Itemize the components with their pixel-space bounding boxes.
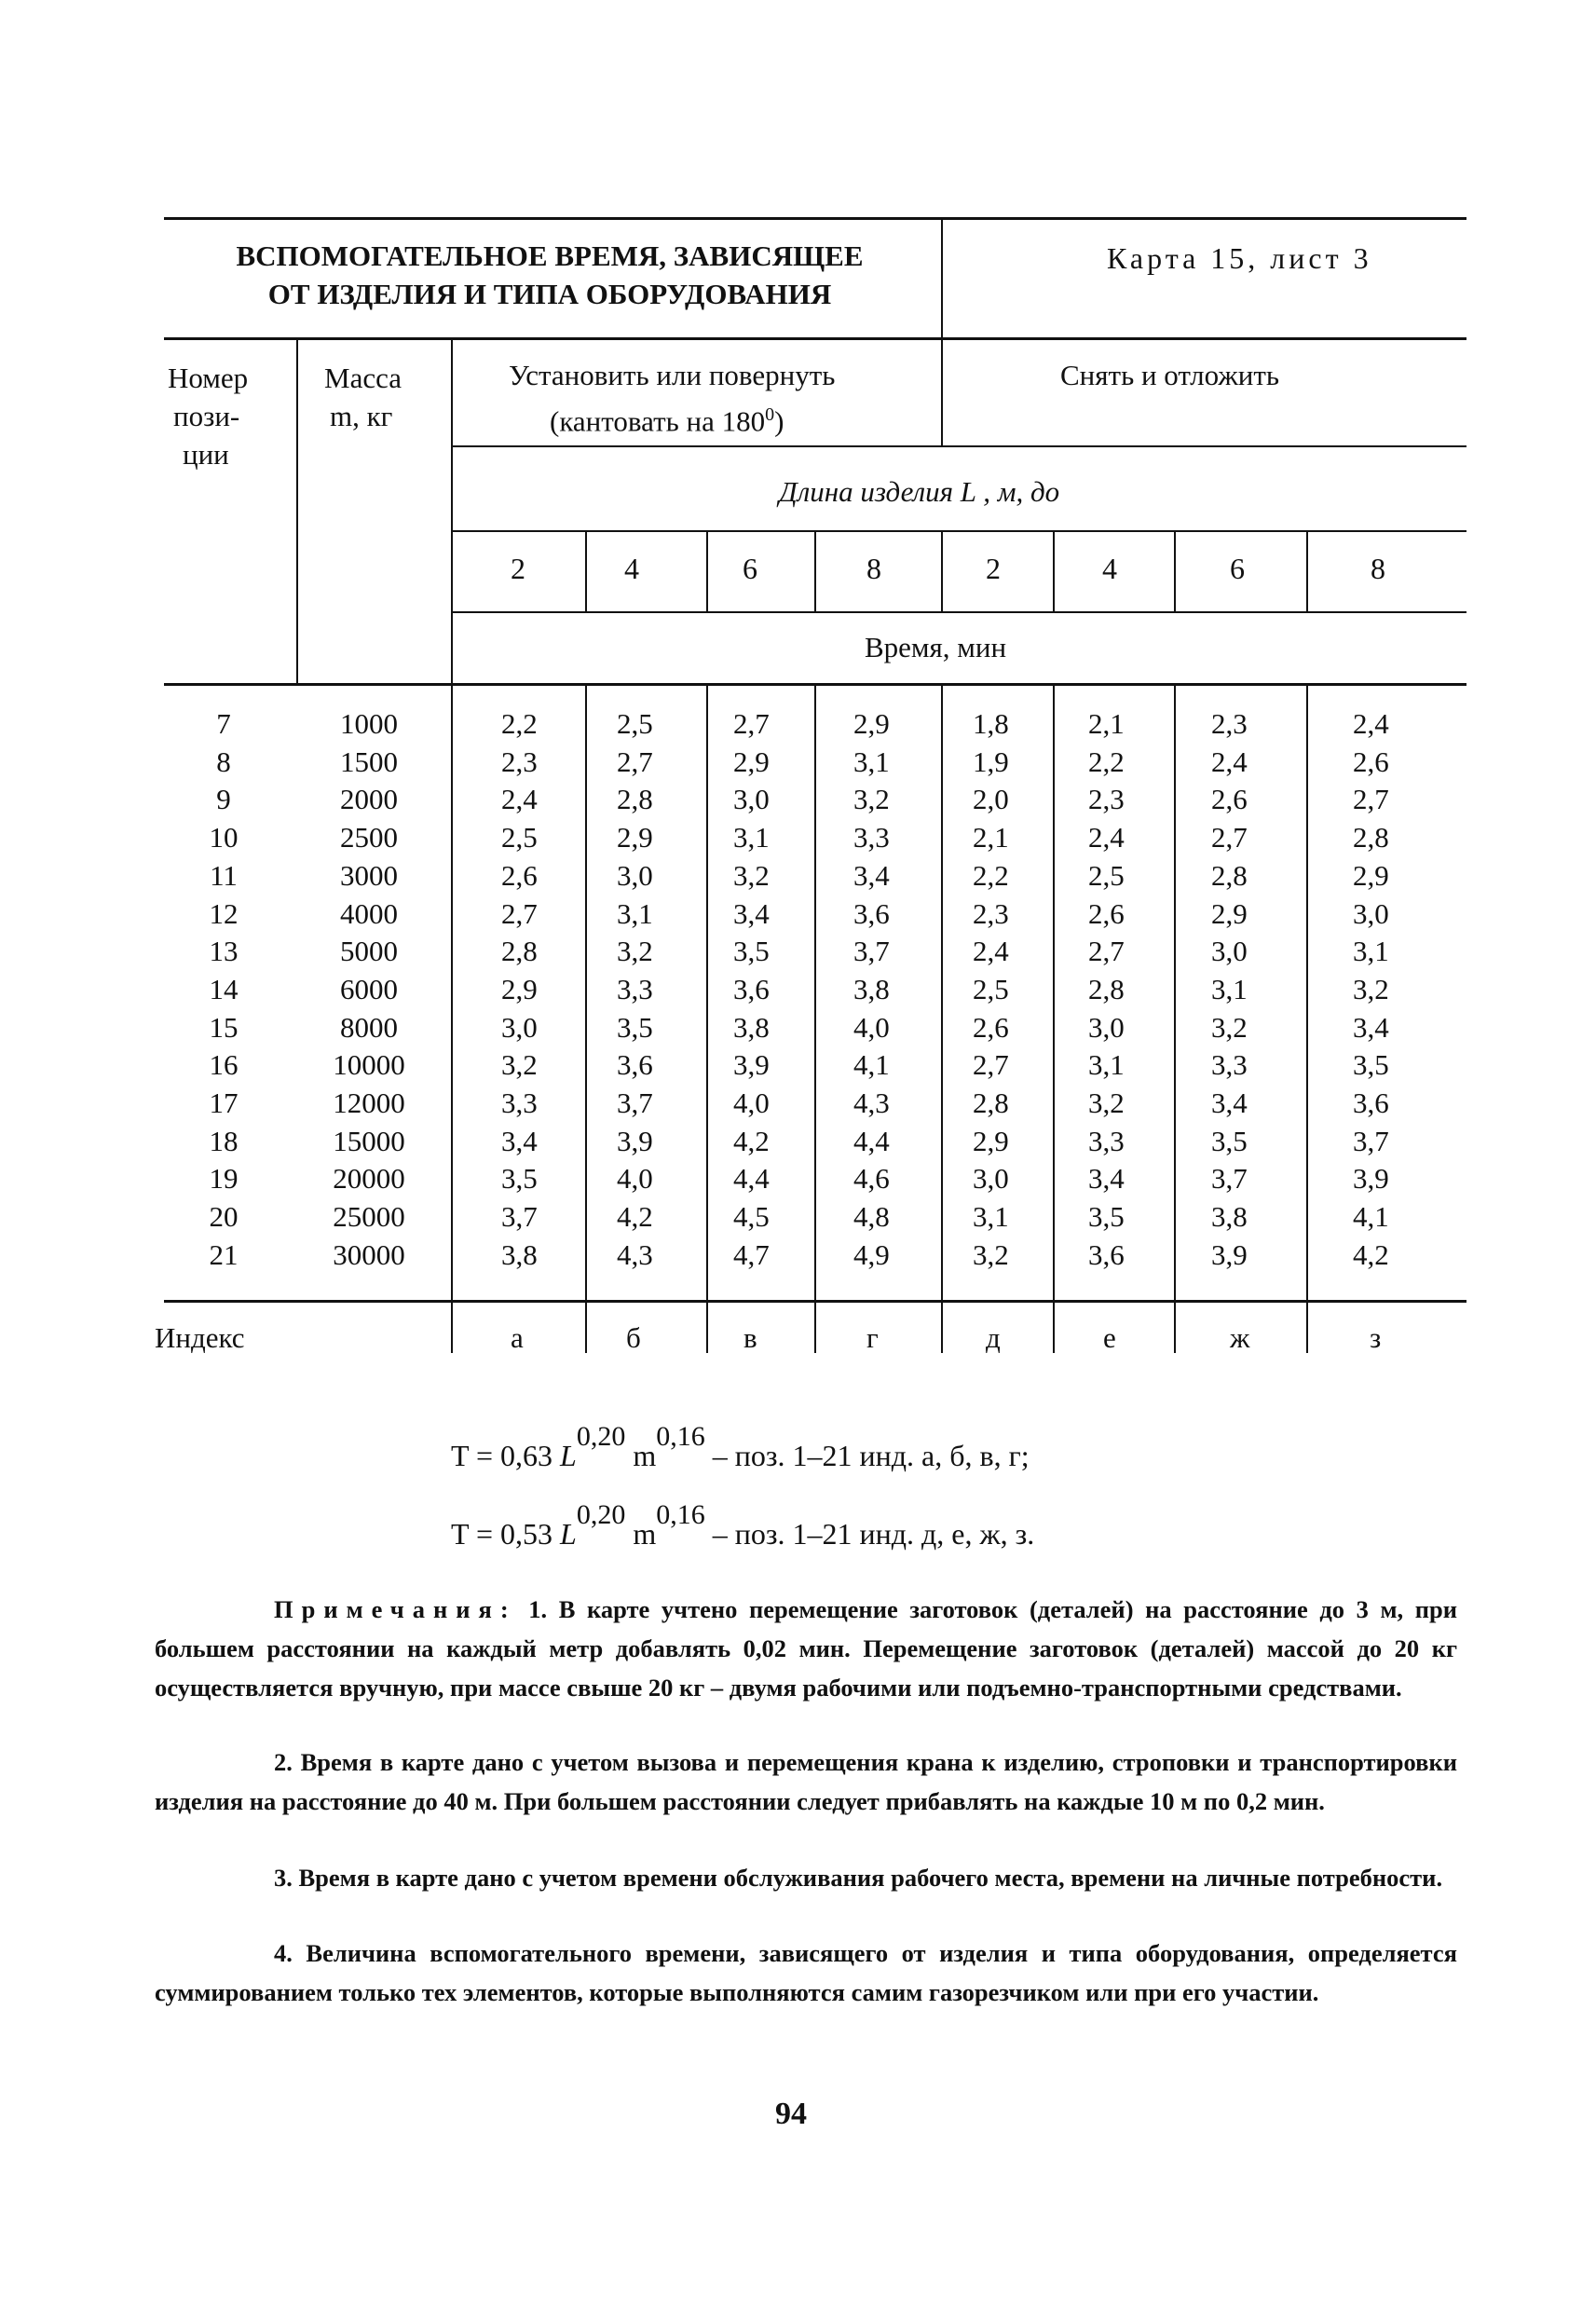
column-g <box>1211 705 1248 1275</box>
time-value: 3,9 <box>733 1048 770 1082</box>
rule-col-b-body <box>706 686 708 1353</box>
length-e: 2 <box>986 552 1001 585</box>
row-position: 12 <box>209 896 239 930</box>
formula-1-exp1: 0,20 <box>576 1421 626 1452</box>
time-value: 3,7 <box>1353 1124 1389 1157</box>
time-value: 2,6 <box>501 858 538 892</box>
time-value: 3,2 <box>973 1237 1009 1271</box>
length-a: 2 <box>511 552 525 585</box>
time-value: 2,9 <box>973 1124 1009 1157</box>
time-value: 2,7 <box>973 1048 1009 1082</box>
column-d <box>853 705 890 1275</box>
time-value: 2,4 <box>1353 707 1389 740</box>
time-header: Время, мин <box>865 631 1007 663</box>
formula-2-exp1: 0,20 <box>576 1499 626 1530</box>
time-value: 2,8 <box>1211 858 1248 892</box>
row-position: 11 <box>210 858 238 892</box>
formula-1-m: m <box>625 1439 657 1472</box>
time-value: 3,4 <box>1353 1010 1389 1044</box>
time-value: 2,5 <box>501 821 538 854</box>
time-value: 2,9 <box>1353 858 1389 892</box>
time-value: 4,1 <box>1353 1200 1389 1234</box>
time-value: 2,9 <box>853 707 890 740</box>
rule-col-e <box>1053 531 1055 613</box>
time-value: 2,3 <box>1211 707 1248 740</box>
time-value: 3,5 <box>1353 1048 1389 1082</box>
formula-2-m: m <box>625 1517 657 1551</box>
time-value: 3,3 <box>853 821 890 854</box>
time-value: 2,8 <box>617 783 653 816</box>
rule-col-c <box>814 531 816 613</box>
time-value: 3,2 <box>501 1048 538 1082</box>
card-label: Карта 15, лист 3 <box>1107 241 1372 275</box>
time-value: 3,1 <box>733 821 770 854</box>
time-value: 2,4 <box>973 935 1009 968</box>
time-value: 2,8 <box>501 935 538 968</box>
time-value: 3,1 <box>1353 935 1389 968</box>
time-value: 3,8 <box>1211 1200 1248 1234</box>
row-mass: 4000 <box>340 896 398 930</box>
time-value: 3,9 <box>1353 1162 1389 1196</box>
time-value: 1,9 <box>973 745 1009 778</box>
time-value: 4,3 <box>617 1237 653 1271</box>
time-value: 2,2 <box>1088 745 1125 778</box>
col-pos-header-3: ции <box>183 438 229 471</box>
time-value: 3,2 <box>1353 972 1389 1005</box>
row-mass: 2500 <box>340 821 398 854</box>
row-mass: 15000 <box>333 1124 405 1157</box>
time-value: 4,2 <box>733 1124 770 1157</box>
note-3: 3. Время в карте дано с учетом времени обслуживания рабочего места, времени на личные потребности. <box>274 1864 1443 1892</box>
install-close: ) <box>774 404 784 438</box>
col-mass-header-1: Масса <box>324 362 402 394</box>
formula-2-lead: T = 0,53 <box>451 1517 561 1551</box>
time-value: 2,9 <box>501 972 538 1005</box>
row-mass: 3000 <box>340 858 398 892</box>
time-value: 3,5 <box>1211 1124 1248 1157</box>
column-b <box>617 705 653 1275</box>
time-value: 4,2 <box>617 1200 653 1234</box>
row-position: 18 <box>209 1124 239 1157</box>
row-mass: 1500 <box>340 745 398 778</box>
time-value: 3,9 <box>617 1124 653 1157</box>
index-c: в <box>743 1321 757 1354</box>
rule-col-mass <box>451 337 453 1353</box>
table-title-line1: ВСПОМОГАТЕЛЬНОЕ ВРЕМЯ, ЗАВИСЯЩЕЕ <box>236 239 864 272</box>
rule-title-divider <box>941 217 943 445</box>
row-position: 20 <box>209 1200 239 1234</box>
time-value: 2,6 <box>1353 745 1389 778</box>
row-mass: 20000 <box>333 1162 405 1196</box>
time-value: 2,5 <box>617 707 653 740</box>
time-value: 3,6 <box>1353 1087 1389 1120</box>
rule-col-a-body <box>585 686 587 1353</box>
formula-2-var: L <box>560 1517 577 1551</box>
col-pos-header-1: Номер <box>168 362 249 394</box>
time-value: 3,2 <box>853 783 890 816</box>
time-value: 3,0 <box>501 1010 538 1044</box>
row-mass: 10000 <box>333 1048 405 1082</box>
time-value: 3,6 <box>617 1048 653 1082</box>
time-value: 2,2 <box>501 707 538 740</box>
time-value: 1,8 <box>973 707 1009 740</box>
time-value: 2,3 <box>1088 783 1125 816</box>
note-1-text: 1. В карте учтено перемещение заготовок (деталей) на расстояние до 3 м, при большем расстоянии на каждый метр добавлять 0,02 мин. Перемещение заготовок (деталей) массой до 20 кг осуществляется вручную, при массе свыше 20 кг – двумя рабочими или подъемно-транспортными средствами. <box>155 1595 1457 1702</box>
time-value: 4,8 <box>853 1200 890 1234</box>
page-number: 94 <box>775 2097 807 2131</box>
time-value: 4,0 <box>853 1010 890 1044</box>
rule-col-f-body <box>1174 686 1176 1353</box>
time-value: 3,9 <box>1211 1237 1248 1271</box>
time-value: 2,8 <box>973 1087 1009 1120</box>
rule-length-bottom <box>451 530 1466 532</box>
time-value: 3,4 <box>1211 1087 1248 1120</box>
install-text: (кантовать на 180 <box>550 404 766 438</box>
row-mass: 12000 <box>333 1087 405 1120</box>
time-value: 2,1 <box>973 821 1009 854</box>
time-value: 3,1 <box>1211 972 1248 1005</box>
length-suffix: , м, до <box>975 475 1060 508</box>
time-value: 4,6 <box>853 1162 890 1196</box>
length-b: 4 <box>624 552 639 585</box>
index-f: е <box>1103 1321 1116 1354</box>
time-value: 3,3 <box>1211 1048 1248 1082</box>
rule-col-g <box>1306 531 1308 613</box>
index-e: д <box>986 1321 1001 1354</box>
time-value: 3,8 <box>733 1010 770 1044</box>
length-var: L <box>960 475 976 508</box>
row-position: 14 <box>209 972 239 1005</box>
time-value: 2,7 <box>1353 783 1389 816</box>
rule-col-g-body <box>1306 686 1308 1353</box>
time-value: 2,5 <box>1088 858 1125 892</box>
time-value: 2,4 <box>1211 745 1248 778</box>
rule-col-e-body <box>1053 686 1055 1353</box>
time-value: 2,7 <box>617 745 653 778</box>
time-value: 2,8 <box>1088 972 1125 1005</box>
time-value: 2,9 <box>733 745 770 778</box>
time-value: 2,3 <box>501 745 538 778</box>
time-value: 3,0 <box>1088 1010 1125 1044</box>
row-mass: 1000 <box>340 707 398 740</box>
time-value: 2,8 <box>1353 821 1389 854</box>
rule-lengths-bottom <box>451 611 1466 613</box>
col-mass-header-2: m, кг <box>330 400 393 432</box>
row-position: 19 <box>209 1162 239 1196</box>
time-value: 3,2 <box>733 858 770 892</box>
time-value: 2,7 <box>1088 935 1125 968</box>
rule-top <box>164 217 1466 220</box>
col-install-header-2 <box>550 396 784 440</box>
time-value: 2,7 <box>501 896 538 930</box>
row-position: 17 <box>209 1087 239 1120</box>
time-value: 3,4 <box>853 858 890 892</box>
time-value: 3,1 <box>853 745 890 778</box>
time-value: 3,7 <box>1211 1162 1248 1196</box>
time-value: 3,1 <box>1088 1048 1125 1082</box>
rule-header-bottom <box>164 337 1466 340</box>
time-value: 3,4 <box>733 896 770 930</box>
formula-1-exp2: 0,16 <box>656 1421 705 1452</box>
time-value: 4,1 <box>853 1048 890 1082</box>
index-label: Индекс <box>155 1321 245 1354</box>
row-position: 9 <box>216 783 231 816</box>
note-1 <box>155 1590 1457 1707</box>
time-value: 3,0 <box>733 783 770 816</box>
time-value: 4,0 <box>733 1087 770 1120</box>
notes-label: Примечания: <box>274 1595 517 1623</box>
time-value: 3,6 <box>853 896 890 930</box>
time-value: 3,5 <box>617 1010 653 1044</box>
install-degree: 0 <box>765 404 775 425</box>
time-value: 3,0 <box>617 858 653 892</box>
time-value: 2,6 <box>1211 783 1248 816</box>
time-value: 2,9 <box>617 821 653 854</box>
column-masses <box>313 705 425 1275</box>
time-value: 3,2 <box>1088 1087 1125 1120</box>
time-value: 4,3 <box>853 1087 890 1120</box>
time-value: 3,8 <box>853 972 890 1005</box>
length-header <box>779 473 1059 511</box>
row-position: 13 <box>209 935 239 968</box>
time-value: 2,2 <box>973 858 1009 892</box>
time-value: 2,1 <box>1088 707 1125 740</box>
row-mass: 8000 <box>340 1010 398 1044</box>
time-value: 3,0 <box>1211 935 1248 968</box>
time-value: 2,3 <box>973 896 1009 930</box>
time-value: 2,4 <box>501 783 538 816</box>
column-e <box>973 705 1009 1275</box>
row-mass: 5000 <box>340 935 398 968</box>
index-g: ж <box>1230 1321 1250 1354</box>
row-mass: 30000 <box>333 1237 405 1271</box>
column-positions <box>205 705 242 1275</box>
length-g: 6 <box>1230 552 1245 585</box>
time-value: 3,4 <box>501 1124 538 1157</box>
time-value: 3,0 <box>1353 896 1389 930</box>
formula-2-tail: – поз. 1–21 инд. д, е, ж, з. <box>704 1517 1035 1551</box>
column-c <box>733 705 770 1275</box>
length-d: 8 <box>866 552 881 585</box>
time-value: 3,3 <box>617 972 653 1005</box>
row-position: 16 <box>209 1048 239 1082</box>
formula-1-var: L <box>560 1439 577 1472</box>
note-2: 2. Время в карте дано с учетом вызова и перемещения крана к изделию, строповки и транспортировки изделия на расстояние до 40 м. При большем расстоянии следует прибавлять на каждые 10 м по 0,2 мин. <box>155 1748 1457 1815</box>
row-position: 7 <box>216 707 231 740</box>
rule-col-d <box>941 531 943 613</box>
rule-col-f <box>1174 531 1176 613</box>
column-a <box>501 705 538 1275</box>
column-h <box>1353 705 1389 1275</box>
time-value: 4,4 <box>733 1162 770 1196</box>
row-position: 21 <box>209 1237 239 1271</box>
time-value: 3,7 <box>617 1087 653 1120</box>
row-position: 8 <box>216 745 231 778</box>
rule-col-c-body <box>814 686 816 1353</box>
time-value: 2,5 <box>973 972 1009 1005</box>
col-install-header-1: Установить или повернуть <box>509 359 836 391</box>
time-value: 3,5 <box>501 1162 538 1196</box>
time-value: 3,3 <box>501 1087 538 1120</box>
row-position: 10 <box>209 821 239 854</box>
note-4: 4. Величина вспомогательного времени, зависящего от изделия и типа оборудования, определяется суммированием только тех элементов, которые выполняются самим газорезчиком или при его участии. <box>155 1939 1457 2006</box>
rule-col-b <box>706 531 708 613</box>
time-value: 4,7 <box>733 1237 770 1271</box>
time-value: 4,5 <box>733 1200 770 1234</box>
rule-col-a <box>585 531 587 613</box>
index-d: г <box>866 1321 879 1354</box>
formula-2 <box>451 1499 1035 1551</box>
time-value: 2,7 <box>733 707 770 740</box>
time-value: 4,4 <box>853 1124 890 1157</box>
row-position: 15 <box>209 1010 239 1044</box>
time-value: 3,7 <box>853 935 890 968</box>
time-value: 2,4 <box>1088 821 1125 854</box>
row-mass: 2000 <box>340 783 398 816</box>
formula-1-lead: T = 0,63 <box>451 1439 561 1472</box>
time-value: 3,6 <box>1088 1237 1125 1271</box>
time-value: 3,1 <box>617 896 653 930</box>
length-f: 4 <box>1102 552 1117 585</box>
rule-op-bottom <box>451 445 1466 447</box>
rule-col-d-body <box>941 686 943 1353</box>
rule-col-pos <box>296 337 298 685</box>
col-pos-header-2: пози- <box>173 400 240 432</box>
length-prefix: Длина изделия <box>779 475 961 508</box>
time-value: 2,0 <box>973 783 1009 816</box>
row-mass: 25000 <box>333 1200 405 1234</box>
row-mass: 6000 <box>340 972 398 1005</box>
time-value: 3,4 <box>1088 1162 1125 1196</box>
column-f <box>1088 705 1125 1275</box>
time-value: 2,7 <box>1211 821 1248 854</box>
index-b: б <box>626 1321 641 1354</box>
formula-1-tail: – поз. 1–21 инд. а, б, в, г; <box>704 1439 1030 1472</box>
col-remove-header: Снять и отложить <box>1060 359 1280 391</box>
time-value: 4,9 <box>853 1237 890 1271</box>
time-value: 3,0 <box>973 1162 1009 1196</box>
time-value: 3,8 <box>501 1237 538 1271</box>
time-value: 3,6 <box>733 972 770 1005</box>
time-value: 2,6 <box>1088 896 1125 930</box>
time-value: 3,2 <box>617 935 653 968</box>
time-value: 4,0 <box>617 1162 653 1196</box>
time-value: 3,3 <box>1088 1124 1125 1157</box>
time-value: 3,5 <box>1088 1200 1125 1234</box>
formula-1 <box>451 1421 1030 1473</box>
length-c: 6 <box>743 552 757 585</box>
index-h: з <box>1370 1321 1382 1354</box>
time-value: 3,7 <box>501 1200 538 1234</box>
time-value: 3,5 <box>733 935 770 968</box>
index-a: а <box>511 1321 524 1354</box>
time-value: 4,2 <box>1353 1237 1389 1271</box>
time-value: 2,6 <box>973 1010 1009 1044</box>
time-value: 2,9 <box>1211 896 1248 930</box>
length-h: 8 <box>1371 552 1385 585</box>
time-value: 3,2 <box>1211 1010 1248 1044</box>
time-value: 3,1 <box>973 1200 1009 1234</box>
formula-2-exp2: 0,16 <box>656 1499 705 1530</box>
table-title-line2: ОТ ИЗДЕЛИЯ И ТИПА ОБОРУДОВАНИЯ <box>267 278 832 310</box>
